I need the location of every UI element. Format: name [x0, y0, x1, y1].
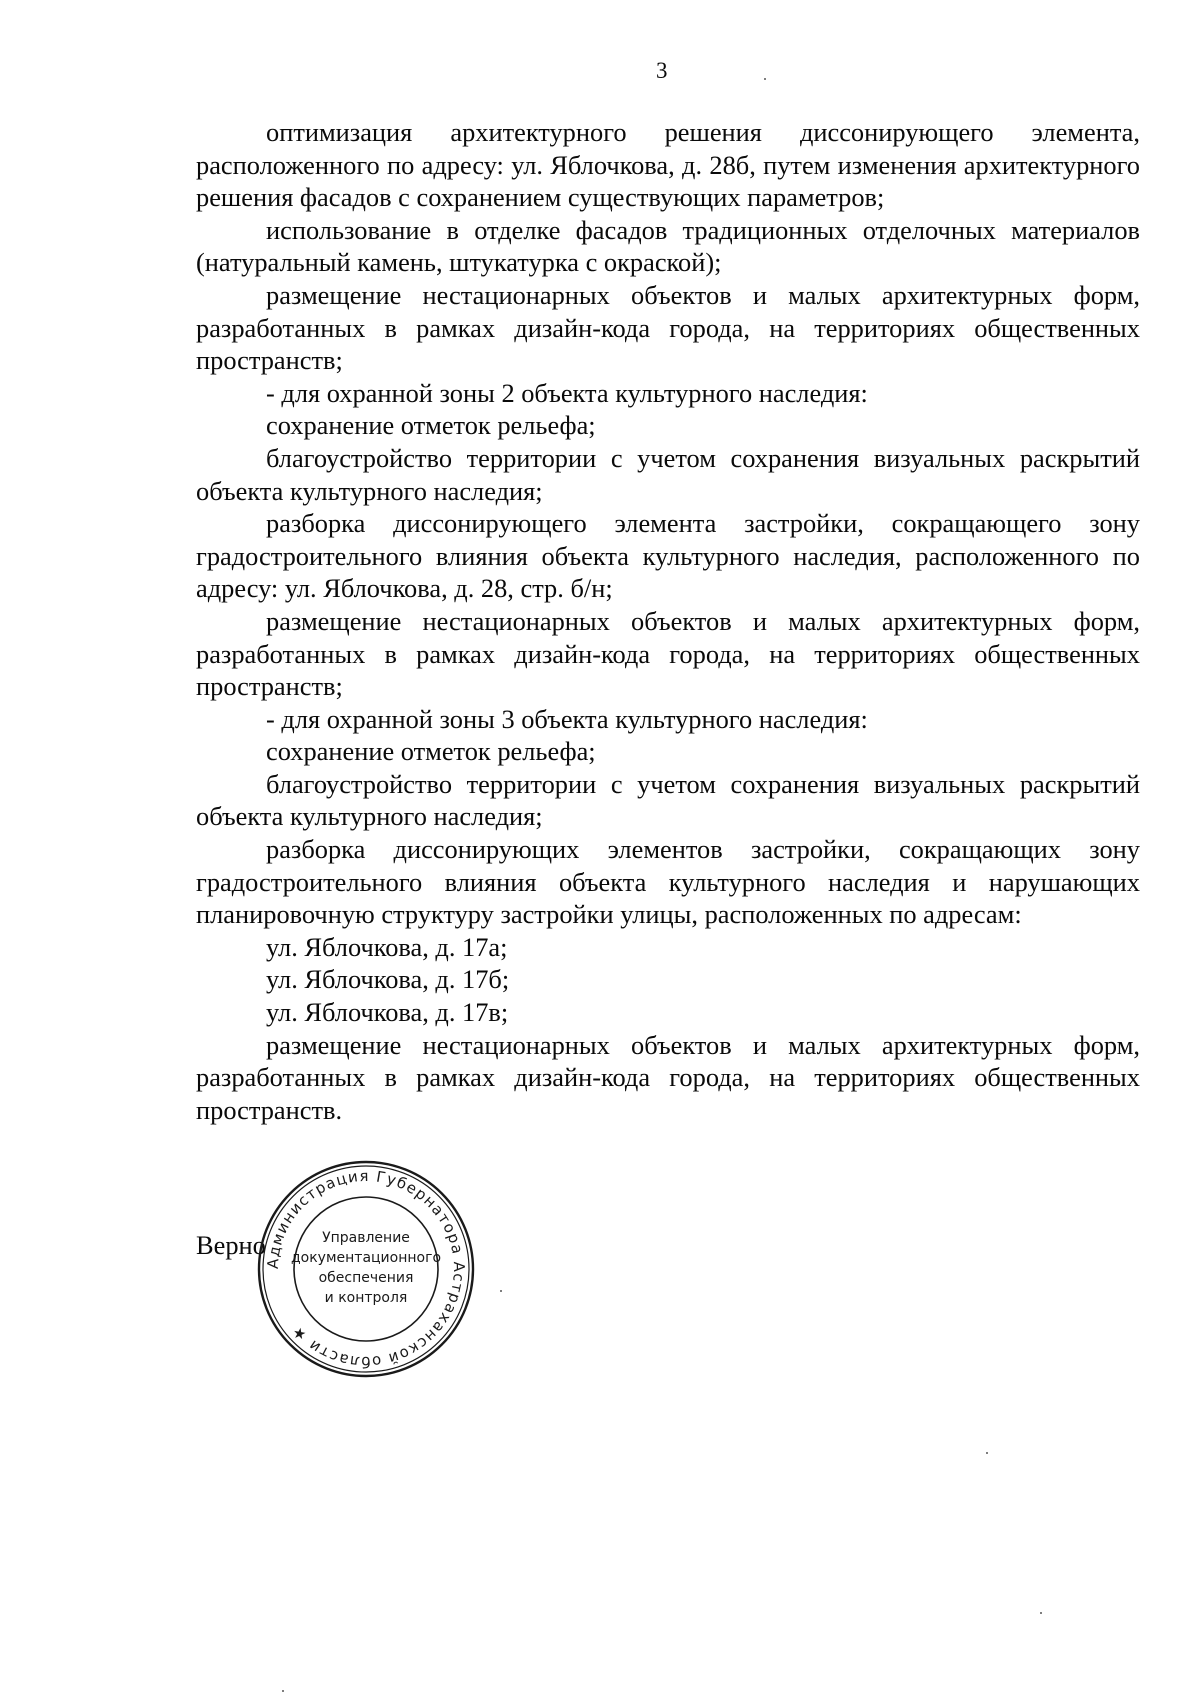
stamp-center-line: и контроля: [324, 1290, 408, 1306]
stamp-inner-ring: [294, 1197, 438, 1341]
signature-label: Верно: [196, 1230, 266, 1260]
page-number: 3: [656, 58, 668, 83]
paragraph: размещение нестационарных объектов и малых архитектурных форм, разработанных в рамках дизайн-кода города, на территориях общественных пространств.: [196, 1029, 1140, 1125]
section-heading: - для охранной зоны 3 объекта культурного наследия:: [266, 703, 868, 734]
paragraph: оптимизация архитектурного решения диссонирующего элемента, расположенного по адресу: ул. Яблочкова, д. 28б, путем изменения архитектурного решения фасадов с сохранением существующих параметров;: [196, 117, 1140, 213]
stamp-ring-text: Администрация Губернатора Астраханской области ★: [263, 1166, 469, 1372]
address-item: ул. Яблочкова, д. 17а;: [266, 931, 508, 962]
scan-speck: [1040, 1612, 1042, 1614]
paragraph: разборка диссонирующих элементов застройки, сокращающих зону градостроительного влияния объекта культурного наследия и нарушающих планировочную структуру застройки улицы, расположенных по адресам:: [196, 834, 1140, 930]
stamp-center-line: документационного: [290, 1250, 442, 1266]
stamp-center-line: обеспечения: [318, 1270, 414, 1286]
paragraph: благоустройство территории с учетом сохранения визуальных раскрытий объекта культурного наследия;: [196, 768, 1140, 832]
paragraph: благоустройство территории с учетом сохранения визуальных раскрытий объекта культурного наследия;: [196, 442, 1140, 506]
stamp-center-line: Управление: [322, 1230, 410, 1246]
scan-speck: [282, 1690, 284, 1692]
paragraph: разборка диссонирующего элемента застройки, сокращающего зону градостроительного влияния объекта культурного наследия, расположенного по адресу: ул. Яблочкова, д. 28, стр. б/н;: [196, 508, 1140, 604]
paragraph: размещение нестационарных объектов и малых архитектурных форм, разработанных в рамках дизайн-кода города, на территориях общественных пространств;: [196, 279, 1140, 376]
scan-speck: [500, 1290, 502, 1292]
stamp-outer-ring: [259, 1162, 473, 1376]
scan-speck: [986, 1452, 988, 1454]
official-stamp: [255, 1158, 477, 1380]
paragraph: использование в отделке фасадов традиционных отделочных материалов (натуральный камень, штукатурка с окраской);: [196, 214, 1140, 278]
paragraph: размещение нестационарных объектов и малых архитектурных форм, разработанных в рамках дизайн-кода города, на территориях общественных пространств;: [196, 605, 1140, 702]
scan-speck: [764, 78, 766, 80]
paragraph: сохранение отметок рельефа;: [266, 736, 596, 767]
document-body: [196, 116, 1140, 1126]
paragraph: сохранение отметок рельефа;: [266, 410, 596, 441]
section-heading: - для охранной зоны 2 объекта культурного наследия:: [266, 377, 868, 408]
address-item: ул. Яблочкова, д. 17б;: [266, 964, 510, 995]
address-item: ул. Яблочкова, д. 17в;: [266, 997, 509, 1028]
